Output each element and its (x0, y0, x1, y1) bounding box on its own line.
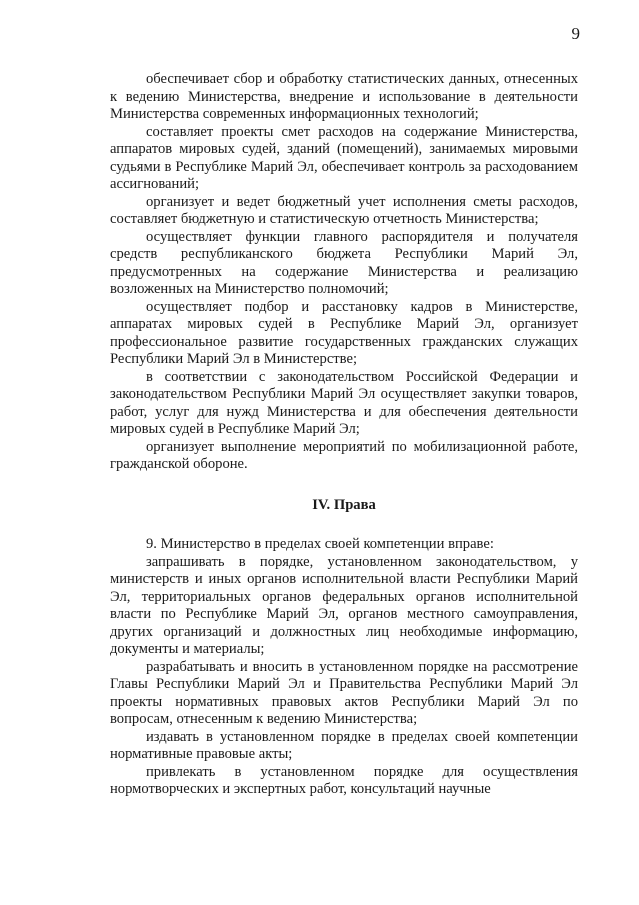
section-heading: IV. Права (312, 496, 376, 513)
paragraph: в соответствии с законодательством Российской Федерации и законодательством Республики Марий Эл осуществляет закупки товаров, работ, услуг для нужд Министерства и для обеспечения деятельности мировых судей в Республике Марий Эл; (110, 368, 578, 437)
paragraph: издавать в установленном порядке в пределах своей компетенции нормативные правовые акты; (110, 728, 578, 762)
clause-intro: 9. Министерство в пределах своей компетенции вправе: (146, 536, 494, 552)
document-body (110, 71, 578, 799)
paragraph: осуществляет подбор и расстановку кадров в Министерстве, аппаратах мировых судей в Республике Марий Эл, организует профессиональное развитие государственных гражданских служащих Республики Марий Эл в Министерстве; (110, 298, 578, 367)
paragraph: составляет проекты смет расходов на содержание Министерства, аппаратов мировых судей, зданий (помещений), занимаемых мировыми судьями в Республике Марий Эл, обеспечивает контроль за расходованием ассигнований; (110, 123, 578, 192)
paragraph: запрашивать в порядке, установленном законодательством, у министерств и иных органов исполнительной власти Республики Марий Эл, территориальных органов федеральных органов исполнительной власти по Республике Марий Эл, органов местного самоуправления, других организаций и должностных лиц необходимые информацию, документы и материалы; (110, 553, 578, 657)
page-number: 9 (571, 24, 580, 43)
paragraph: разрабатывать и вносить в установленном порядке на рассмотрение Главы Республики Марий Эл и Правительства Республики Марий Эл проекты нормативных правовых актов Республики Марий Эл по вопросам, отнесенным к ведению Министерства; (110, 658, 578, 727)
paragraph: обеспечивает сбор и обработку статистических данных, отнесенных к ведению Министерства, внедрение и использование в деятельности Министерства современных информационных технологий; (110, 71, 578, 122)
paragraph: организует и ведет бюджетный учет исполнения сметы расходов, составляет бюджетную и статистическую отчетность Министерства; (110, 193, 578, 227)
paragraph: осуществляет функции главного распорядителя и получателя средств республиканского бюджета Республики Марий Эл, предусмотренных на содержание Министерства и реализацию возложенных на Министерство полномочий; (110, 228, 578, 297)
paragraph: организует выполнение мероприятий по мобилизационной работе, гражданской обороне. (110, 438, 578, 472)
paragraph: привлекать в установленном порядке для осуществления нормотворческих и экспертных работ, консультаций научные (110, 763, 578, 797)
